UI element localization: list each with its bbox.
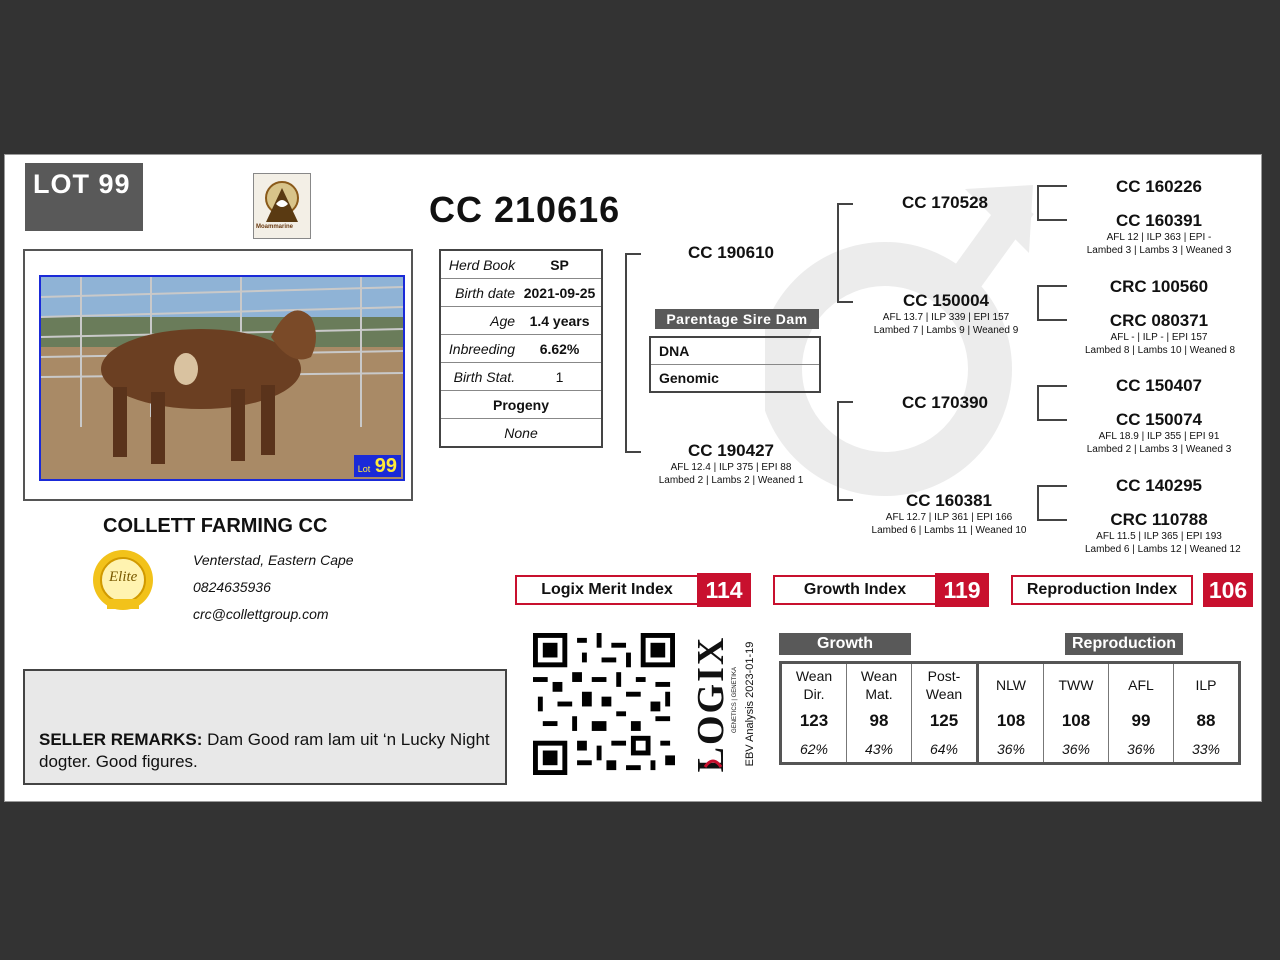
dam-sire-id: CC 170390 bbox=[901, 393, 988, 412]
farm-contact bbox=[193, 547, 354, 628]
animal-id: CC 210616 bbox=[429, 189, 621, 230]
ebv-analysis-date-wrap bbox=[743, 639, 757, 769]
pedigree-ggp bbox=[1085, 510, 1241, 556]
progeny-header-row bbox=[440, 391, 602, 419]
ebv-value: 123 bbox=[799, 711, 829, 730]
parentage-table bbox=[649, 336, 821, 393]
ebv-accuracy: 62% bbox=[799, 741, 829, 757]
info-value: 6.62% bbox=[518, 335, 602, 363]
pedigree-sire-dam bbox=[871, 291, 1021, 337]
pedigree-bracket-sd bbox=[1037, 285, 1067, 321]
pedigree-sire bbox=[661, 243, 801, 263]
sire-dam-lambs: Lambed 7 | Lambs 9 | Weaned 9 bbox=[873, 325, 1019, 336]
ebv-col-name: NLW bbox=[978, 663, 1044, 707]
info-row bbox=[440, 307, 602, 335]
ebv-accuracy: 64% bbox=[912, 736, 978, 764]
ebv-table bbox=[779, 661, 1241, 765]
photo-lot-tag bbox=[354, 455, 401, 477]
photo-lot-prefix: Lot bbox=[357, 464, 371, 474]
reproduction-header: Reproduction bbox=[1065, 633, 1183, 655]
logix-accent-icon bbox=[703, 757, 723, 769]
pedigree-bracket-sire bbox=[837, 203, 853, 303]
ebv-col-name: ILP bbox=[1174, 663, 1240, 707]
ggp-id: CC 150074 bbox=[1115, 410, 1202, 429]
pedigree-ggp bbox=[1085, 311, 1236, 357]
breeder-logo-text: Moammarine bbox=[256, 224, 294, 230]
pedigree-ggp bbox=[1085, 476, 1233, 496]
parentage-label: Genomic bbox=[659, 370, 719, 386]
ggp-lambs: Lambed 3 | Lambs 3 | Weaned 3 bbox=[1086, 245, 1232, 256]
ebv-value: 88 bbox=[1174, 706, 1240, 736]
info-row bbox=[440, 250, 602, 279]
lot-number-badge: LOT 99 bbox=[25, 163, 143, 231]
photo-lot-number: 99 bbox=[374, 455, 397, 477]
ebv-analysis-date: EBV Analysis 2023-01-19 bbox=[744, 641, 756, 767]
ggp-lambs: Lambed 6 | Lambs 12 | Weaned 12 bbox=[1085, 544, 1241, 555]
pedigree-dam-sire bbox=[875, 393, 1015, 413]
info-value: 2021-09-25 bbox=[518, 279, 602, 307]
ggp-id: CRC 080371 bbox=[1109, 311, 1209, 330]
dam-dam-id: CC 160381 bbox=[905, 491, 992, 510]
logix-brand: LOGIX bbox=[690, 635, 732, 773]
ebv-value: 99 bbox=[1109, 706, 1174, 736]
ggp-stats: AFL - | ILP - | EPI 157 bbox=[1110, 332, 1208, 343]
ebv-accuracy: 43% bbox=[847, 736, 912, 764]
ggp-lambs: Lambed 2 | Lambs 3 | Weaned 3 bbox=[1086, 444, 1232, 455]
seller-remarks-box bbox=[23, 669, 507, 785]
ggp-stats: AFL 11.5 | ILP 365 | EPI 193 bbox=[1096, 531, 1222, 542]
seller-remarks-label: SELLER REMARKS: bbox=[39, 730, 203, 749]
farm-email[interactable]: crc@collettgroup.com bbox=[193, 606, 329, 622]
ebv-value: 98 bbox=[847, 706, 912, 736]
ggp-stats: AFL 12 | ILP 363 | EPI - bbox=[1106, 232, 1212, 243]
dam-id: CC 190427 bbox=[687, 441, 774, 460]
logix-merit-index-value: 114 bbox=[697, 573, 751, 607]
ebv-value-row bbox=[781, 706, 1240, 736]
logix-merit-index-label: Logix Merit Index bbox=[515, 575, 699, 605]
lot-card bbox=[4, 154, 1262, 802]
qr-code-image bbox=[533, 633, 675, 775]
ggp-lambs: Lambed 8 | Lambs 10 | Weaned 8 bbox=[1085, 345, 1236, 356]
info-label: Birth date bbox=[440, 279, 518, 307]
ebv-value: 108 bbox=[1044, 706, 1109, 736]
ebv-accuracy: 33% bbox=[1174, 736, 1240, 764]
qr-code[interactable] bbox=[533, 633, 675, 775]
ebv-accuracy: 36% bbox=[1109, 736, 1174, 764]
pedigree-bracket-ss bbox=[1037, 185, 1067, 221]
progeny-value: None bbox=[504, 424, 538, 441]
animal-info-table bbox=[439, 249, 603, 448]
ggp-stats: AFL 18.9 | ILP 355 | EPI 91 bbox=[1098, 431, 1220, 442]
parentage-label: DNA bbox=[650, 337, 820, 365]
info-row bbox=[440, 363, 602, 391]
breeder-logo bbox=[253, 173, 311, 239]
info-label: Herd Book bbox=[440, 250, 518, 279]
ebv-col-name: Wean Dir. bbox=[795, 668, 833, 702]
info-value: 1 bbox=[518, 363, 602, 391]
dam-dam-stats: AFL 12.7 | ILP 361 | EPI 166 bbox=[885, 512, 1013, 523]
pedigree-ggp bbox=[1085, 376, 1233, 396]
sire-sire-id: CC 170528 bbox=[901, 193, 988, 212]
sire-dam-stats: AFL 13.7 | ILP 339 | EPI 157 bbox=[882, 312, 1010, 323]
pedigree-ggp bbox=[1085, 177, 1233, 197]
progeny-label: Progeny bbox=[440, 391, 602, 419]
reproduction-index-value: 106 bbox=[1203, 573, 1253, 607]
seller-remarks-text: Dam Good ram lam uit ‘n Lucky Night dogter. Good figures. bbox=[39, 730, 490, 771]
pedigree-bracket-ds bbox=[1037, 385, 1067, 421]
growth-header: Growth bbox=[779, 633, 911, 655]
progeny-value-row bbox=[440, 419, 602, 448]
pedigree-ggp bbox=[1085, 277, 1233, 297]
ggp-id: CC 140295 bbox=[1115, 476, 1202, 495]
pedigree-ggp bbox=[1085, 211, 1233, 257]
ebv-col-name: TWW bbox=[1044, 663, 1109, 707]
sire-id: CC 190610 bbox=[687, 243, 774, 262]
farm-name: COLLETT FARMING CC bbox=[103, 515, 328, 537]
ggp-id: CC 150407 bbox=[1115, 376, 1202, 395]
ebv-value: 125 bbox=[912, 706, 978, 736]
ebv-accuracy-row bbox=[781, 736, 1240, 764]
elite-logo-text: Elite bbox=[109, 569, 138, 585]
growth-index-label: Growth Index bbox=[773, 575, 937, 605]
parentage-header: Parentage Sire Dam bbox=[655, 309, 819, 329]
ggp-id: CRC 100560 bbox=[1109, 277, 1209, 296]
logix-logo bbox=[689, 633, 738, 773]
ebv-col-name: Wean Mat. bbox=[847, 663, 912, 707]
info-label: Age bbox=[440, 307, 518, 335]
pedigree-bracket-parents bbox=[625, 253, 641, 453]
pedigree-bracket-dd bbox=[1037, 485, 1067, 521]
farm-location: Venterstad, Eastern Cape bbox=[193, 552, 354, 568]
growth-index-value: 119 bbox=[935, 573, 989, 607]
ggp-id: CC 160391 bbox=[1115, 211, 1202, 230]
dam-lambs: Lambed 2 | Lambs 2 | Weaned 1 bbox=[658, 475, 804, 486]
pedigree-dam bbox=[655, 441, 807, 487]
ebv-col-name: AFL bbox=[1109, 663, 1174, 707]
pedigree-sire-sire bbox=[875, 193, 1015, 213]
info-value: 1.4 years bbox=[518, 307, 602, 335]
photo-frame bbox=[23, 249, 413, 501]
info-row bbox=[440, 279, 602, 307]
info-label: Inbreeding bbox=[440, 335, 518, 363]
ggp-id: CC 160226 bbox=[1115, 177, 1202, 196]
ebv-header-row bbox=[781, 663, 1240, 707]
sire-dam-id: CC 150004 bbox=[902, 291, 989, 310]
info-label: Birth Stat. bbox=[440, 363, 518, 391]
ebv-accuracy: 36% bbox=[1044, 736, 1109, 764]
info-value: SP bbox=[518, 250, 602, 279]
elite-logo bbox=[85, 547, 161, 613]
logix-tagline: GENETICS | GENETIKA bbox=[732, 667, 738, 733]
pedigree-bracket-dam bbox=[837, 401, 853, 501]
dam-dam-lambs: Lambed 6 | Lambs 11 | Weaned 10 bbox=[871, 525, 1027, 536]
ggp-id: CRC 110788 bbox=[1110, 510, 1208, 529]
pedigree-dam-dam bbox=[869, 491, 1029, 537]
ebv-accuracy: 36% bbox=[978, 736, 1044, 764]
farm-phone[interactable]: 0824635936 bbox=[193, 579, 271, 595]
reproduction-index-label: Reproduction Index bbox=[1011, 575, 1193, 605]
parentage-row bbox=[650, 365, 820, 393]
pedigree-ggp bbox=[1085, 410, 1233, 456]
ebv-col-name: Post- Wean bbox=[912, 663, 978, 707]
animal-photo bbox=[39, 275, 405, 481]
ebv-value: 108 bbox=[978, 706, 1044, 736]
info-row bbox=[440, 335, 602, 363]
parentage-row bbox=[650, 337, 820, 365]
dam-stats: AFL 12.4 | ILP 375 | EPI 88 bbox=[670, 462, 792, 473]
